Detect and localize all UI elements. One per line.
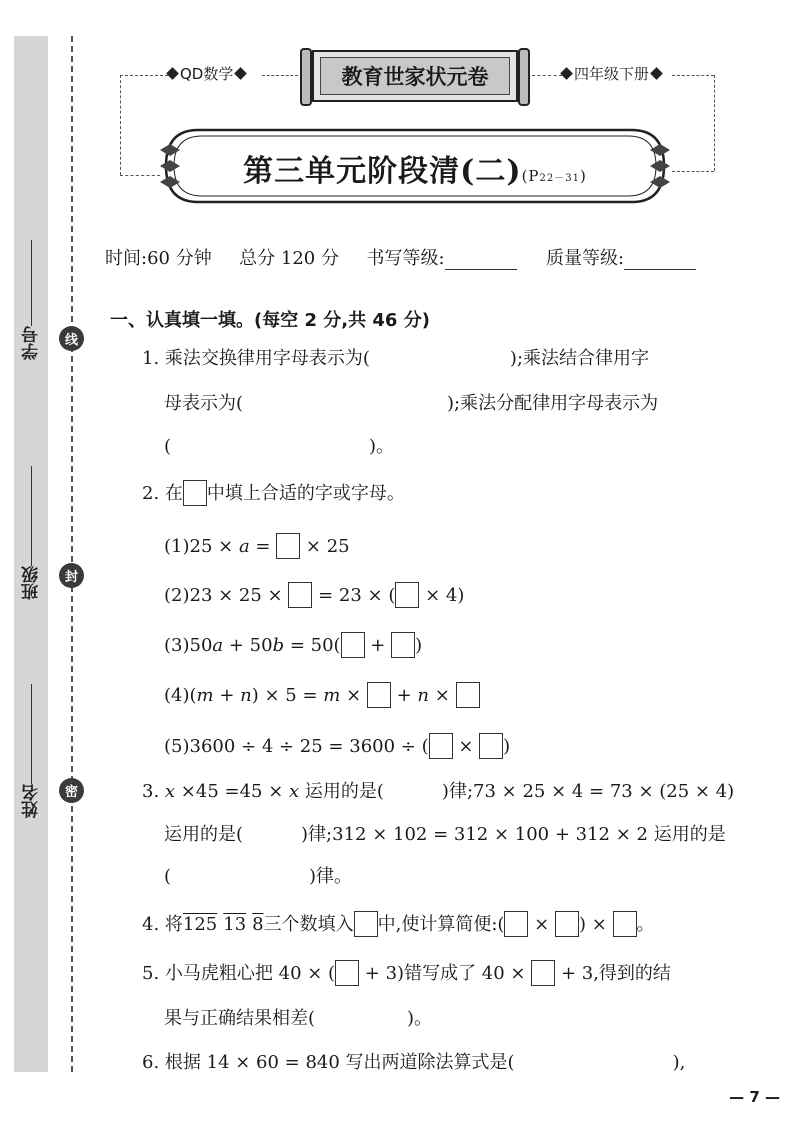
answer-box[interactable] — [504, 911, 528, 937]
question-3-line-1 — [142, 781, 734, 803]
subject-tag — [168, 63, 245, 84]
answer-box[interactable] — [335, 960, 359, 986]
header-connector — [672, 75, 714, 76]
q4-text: 三个数填入 — [263, 914, 354, 935]
page-range-numbers: 22－31 — [539, 173, 580, 184]
question-2-prompt — [142, 480, 405, 506]
answer-box[interactable] — [391, 632, 415, 658]
q4-text: ) × — [578, 914, 613, 935]
diamond-icon — [560, 67, 573, 80]
question-2-part-5 — [164, 733, 510, 759]
q1-text: ( — [164, 436, 172, 457]
quality-grade-label: 质量等级: — [546, 248, 625, 269]
question-4 — [142, 911, 655, 937]
q1-text: );乘法结合律用字 — [509, 348, 650, 369]
variable: x — [164, 781, 176, 802]
box-sample — [354, 911, 378, 937]
q2-text: × — [429, 685, 456, 706]
q3-text: 运用的是( — [164, 824, 244, 845]
q2-text: (5)3600 ÷ 4 ÷ 25 = 3600 ÷ ( — [164, 736, 429, 757]
q4-text: 中,使计算简便:( — [377, 914, 505, 935]
q3-text: )律;73 × 25 × 4 = 73 × (25 × 4) — [441, 781, 735, 802]
total-score: 总分 120 分 — [239, 248, 339, 269]
answer-box[interactable] — [555, 911, 579, 937]
page-range — [522, 167, 587, 185]
question-1-line-1 — [142, 348, 649, 370]
diamond-icon — [166, 67, 179, 80]
q2-text: = — [249, 536, 277, 557]
brand-title: 教育世家状元卷 — [320, 57, 510, 95]
answer-box[interactable] — [367, 682, 391, 708]
answer-box[interactable] — [456, 682, 480, 708]
q3-text: )律;312 × 102 = 312 × 100 + 312 × 2 运用的是 — [301, 824, 726, 845]
q2-text: (2)23 × 25 × — [164, 585, 289, 606]
question-2-part-4 — [164, 682, 480, 708]
page-number: — 7 — — [729, 1088, 780, 1106]
section-heading: 一、认真填一填。(每空 2 分,共 46 分) — [110, 310, 430, 331]
subject-tag-text: QD数学 — [180, 65, 234, 83]
variable: n — [240, 685, 252, 706]
number-card: 13 — [223, 914, 247, 935]
q5-text: + 3)错写成了 40 × — [359, 963, 532, 984]
q5-text: 5. 小马虎粗心把 40 × ( — [142, 963, 336, 984]
student-id-label: 学号 — [21, 326, 42, 360]
q6-text: 6. 根据 14 × 60 = 840 写出两道除法算式是( — [142, 1052, 515, 1073]
cut-line — [71, 36, 73, 1072]
name-label: 姓名 — [21, 784, 42, 818]
q3-text: 3. — [142, 781, 165, 802]
answer-box[interactable] — [479, 733, 503, 759]
quality-grade-blank[interactable] — [624, 269, 696, 270]
brand-frame — [312, 50, 518, 102]
q3-text: )律。 — [309, 866, 353, 887]
name-blank[interactable] — [31, 684, 32, 784]
q2-text: 中填上合适的字或字母。 — [206, 483, 405, 504]
q1-text: )。 — [369, 436, 395, 457]
variable: a — [238, 536, 250, 557]
variable: m — [196, 685, 214, 706]
page-range-prefix: (P — [521, 167, 540, 185]
q1-text: 1. 乘法交换律用字母表示为( — [142, 348, 370, 369]
answer-box[interactable] — [429, 733, 453, 759]
q4-text: × — [528, 914, 555, 935]
answer-box[interactable] — [613, 911, 637, 937]
question-2-part-1 — [164, 533, 350, 559]
brand-scroll — [300, 50, 530, 105]
q2-text: + 50 — [223, 635, 273, 656]
class-field[interactable] — [14, 462, 48, 600]
q2-text: = 50( — [284, 635, 341, 656]
question-5-line-1 — [142, 960, 671, 986]
variable: n — [417, 685, 429, 706]
question-2-part-3 — [164, 632, 422, 658]
q2-text: × 25 — [300, 536, 350, 557]
writing-grade-blank[interactable] — [445, 269, 517, 270]
answer-box[interactable] — [288, 582, 312, 608]
class-blank[interactable] — [31, 466, 32, 566]
diamond-icon — [234, 67, 247, 80]
q2-text: (1)25 × — [164, 536, 239, 557]
q3-text: 运用的是( — [299, 781, 384, 802]
question-2-part-2 — [164, 582, 464, 608]
page-title-text: 第三单元阶段清(二) — [243, 154, 522, 189]
question-3-line-3 — [164, 866, 352, 888]
q6-text: ), — [672, 1052, 686, 1073]
answer-box[interactable] — [395, 582, 419, 608]
student-id-field[interactable] — [14, 236, 48, 360]
q2-text: (4)( — [164, 685, 197, 706]
q4-text: 。 — [636, 914, 655, 935]
header-connector — [120, 75, 168, 76]
q5-text: + 3,得到的结 — [555, 963, 671, 984]
variable: a — [212, 635, 224, 656]
diamond-icon — [650, 67, 663, 80]
seal-mi-badge: 密 — [59, 778, 84, 803]
q4-text: 4. 将 — [142, 914, 183, 935]
q2-text: ) × 5 = — [251, 685, 324, 706]
student-id-blank[interactable] — [31, 240, 32, 326]
q2-text: + — [390, 685, 418, 706]
q2-text: ) — [503, 736, 511, 757]
header-connector — [120, 75, 121, 175]
answer-box[interactable] — [341, 632, 365, 658]
question-3-line-2 — [164, 824, 726, 846]
time-limit: 时间:60 分钟 — [105, 248, 212, 269]
name-field[interactable] — [14, 680, 48, 818]
seal-line-badge: 线 — [59, 326, 84, 351]
header-connector — [262, 75, 298, 76]
question-1-line-3 — [164, 436, 394, 458]
writing-grade-label: 书写等级: — [366, 248, 445, 269]
page-range-suffix: ) — [579, 167, 587, 185]
page-title — [158, 146, 672, 190]
header-connector — [672, 171, 714, 172]
variable: b — [272, 635, 285, 656]
number-card: 8 — [252, 914, 264, 935]
class-label: 班级 — [21, 566, 42, 600]
q5-text: )。 — [407, 1008, 433, 1029]
q3-text: ( — [164, 866, 172, 887]
q2-text: × — [340, 685, 367, 706]
exam-info — [105, 244, 696, 270]
header-connector — [714, 75, 715, 171]
grade-tag-text: 四年级下册 — [574, 65, 650, 83]
q2-text: = 23 × ( — [312, 585, 396, 606]
q5-text: 果与正确结果相差( — [164, 1008, 316, 1029]
answer-box[interactable] — [276, 533, 300, 559]
question-1-line-2 — [164, 393, 658, 415]
q2-text: 2. 在 — [142, 483, 183, 504]
header-connector — [120, 175, 160, 176]
variable: x — [289, 781, 300, 802]
question-5-line-2 — [164, 1008, 432, 1030]
grade-tag — [562, 63, 661, 84]
q1-text: 母表示为( — [164, 393, 244, 414]
seal-feng-badge: 封 — [59, 563, 84, 588]
number-card: 125 — [182, 914, 218, 935]
q2-text: × — [452, 736, 480, 757]
scroll-roll-right — [518, 48, 530, 106]
q2-text: + — [364, 635, 392, 656]
q1-text: );乘法分配律用字母表示为 — [447, 393, 659, 414]
q2-text: ) — [415, 635, 423, 656]
header-connector — [532, 75, 562, 76]
q3-text: ×45 =45 × — [175, 781, 290, 802]
question-6 — [142, 1052, 685, 1074]
title-banner — [158, 124, 672, 208]
scroll-roll-left — [300, 48, 312, 106]
q2-text: × 4) — [419, 585, 465, 606]
q2-text: (3)50 — [164, 635, 213, 656]
box-sample — [183, 480, 207, 506]
q2-text: + — [213, 685, 241, 706]
answer-box[interactable] — [531, 960, 555, 986]
variable: m — [323, 685, 341, 706]
